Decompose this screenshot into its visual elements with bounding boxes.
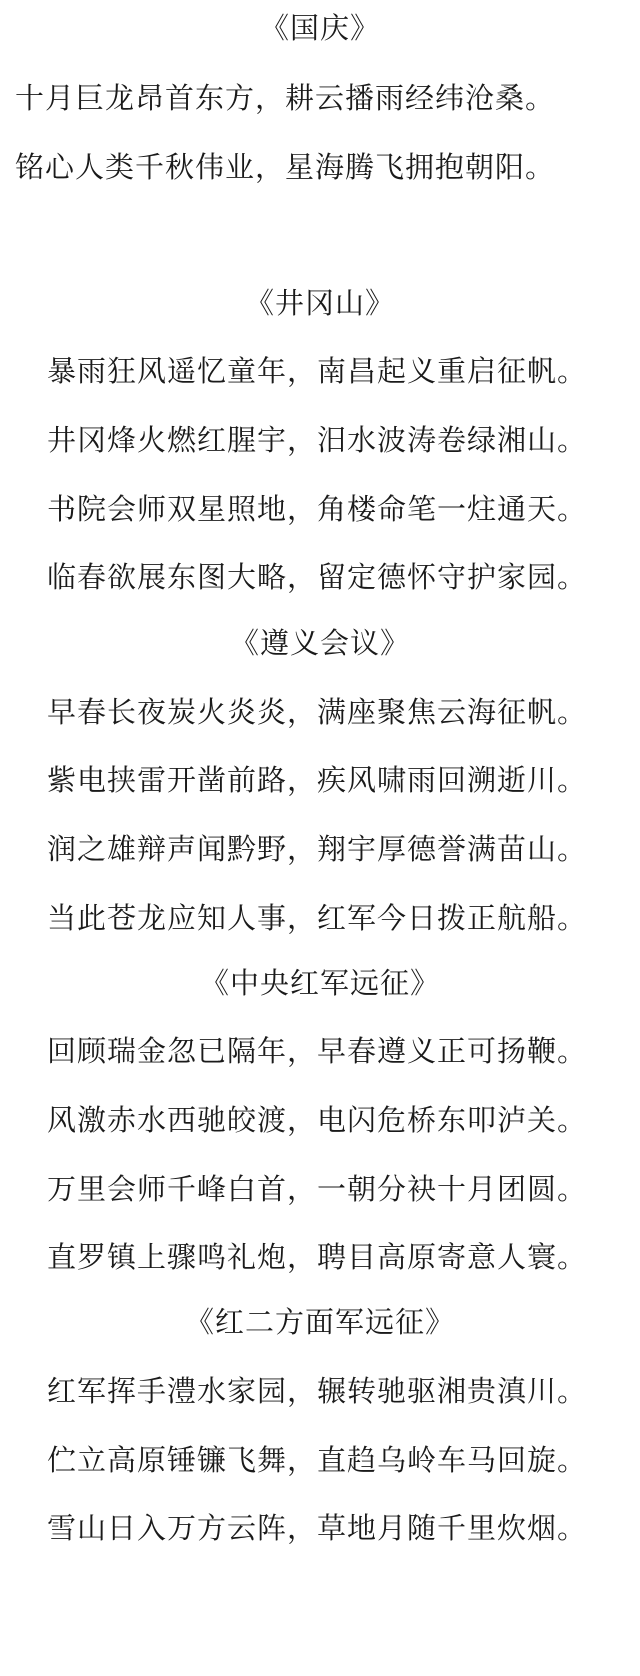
poem-line: 早春长夜炭火炎炎，满座聚焦云海征帆。 — [47, 695, 588, 729]
poem-line: 润之雄辩声闻黔野，翔宇厚德誉满苗山。 — [47, 832, 588, 866]
poem-line: 万里会师千峰白首，一朝分袂十月团圆。 — [47, 1172, 588, 1206]
poem-line: 铭心人类千秋伟业，星海腾飞拥抱朝阳。 — [15, 150, 556, 184]
poem-line: 十月巨龙昂首东方，耕云播雨经纬沧桑。 — [15, 81, 556, 115]
poem-line: 风激赤水西驰皎渡，电闪危桥东叩泸关。 — [47, 1103, 588, 1137]
poem-line: 临春欲展东图大略，留定德怀守护家园。 — [47, 560, 588, 594]
poem-line: 井冈烽火燃红腥宇，汨水波涛卷绿湘山。 — [47, 423, 588, 457]
poem-title-second-front-army: 《红二方面军远征》 — [184, 1305, 455, 1339]
poem-line: 当此苍龙应知人事，红军今日拨正航船。 — [47, 901, 588, 935]
poem-line: 雪山日入万方云阵，草地月随千里炊烟。 — [47, 1511, 588, 1545]
poem-line: 书院会师双星照地，角楼命笔一炷通天。 — [47, 492, 588, 526]
poem-title-central-red-army: 《中央红军远征》 — [199, 966, 440, 1000]
poem-title-guoqing: 《国庆》 — [259, 11, 380, 45]
poem-line: 伫立高原锤镰飞舞，直趋乌岭车马回旋。 — [47, 1443, 588, 1477]
poem-line: 暴雨狂风遥忆童年，南昌起义重启征帆。 — [47, 354, 588, 388]
poem-title-jinggangshan: 《井冈山》 — [244, 286, 395, 320]
poem-line: 直罗镇上骤鸣礼炮，聘目高原寄意人寰。 — [47, 1240, 588, 1274]
poem-line: 回顾瑞金忽已隔年，早春遵义正可扬鞭。 — [47, 1034, 588, 1068]
poem-title-zunyi-meeting: 《遵义会议》 — [229, 626, 410, 660]
poem-line: 红军挥手澧水家园，辗转驰驱湘贵滇川。 — [47, 1374, 588, 1408]
poem-line: 紫电挟雷开凿前路，疾风啸雨回溯逝川。 — [47, 763, 588, 797]
